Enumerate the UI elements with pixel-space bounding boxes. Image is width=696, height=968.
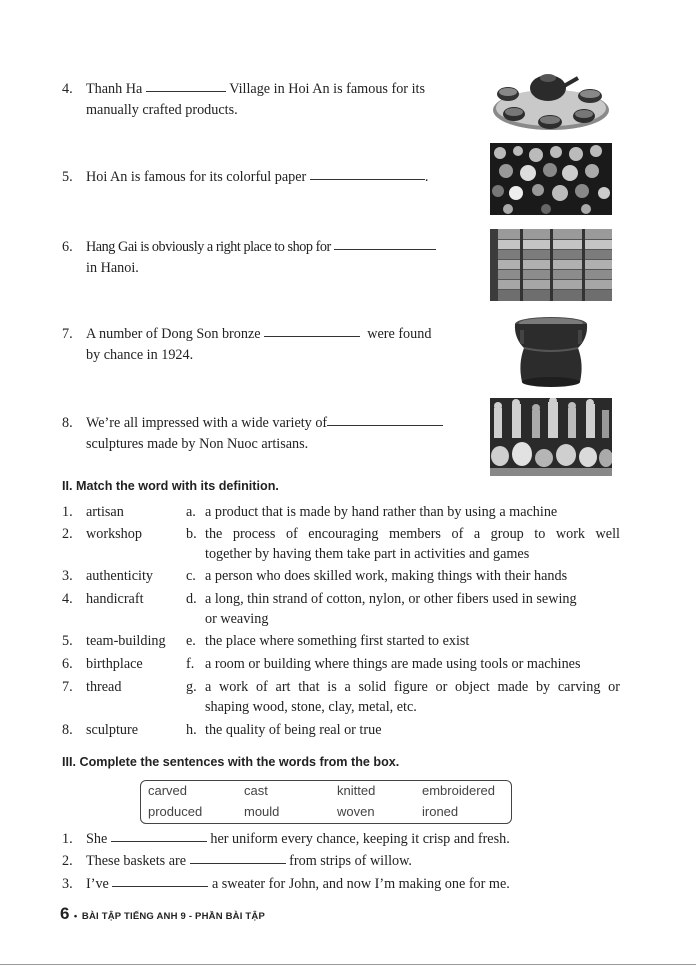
answer-blank[interactable] bbox=[146, 90, 226, 92]
box-word: carved bbox=[148, 783, 188, 798]
answer-blank[interactable] bbox=[264, 335, 360, 337]
section-2-heading: II. Match the word with its definition. bbox=[62, 479, 279, 493]
stone-sculptures-photo bbox=[490, 398, 612, 476]
footer-bullet: • bbox=[73, 911, 78, 922]
question-6: 6. Hang Gai is obviously a right place to shop for in Hanoi. bbox=[62, 237, 436, 279]
box-word: knitted bbox=[337, 783, 376, 798]
box-word: woven bbox=[337, 804, 375, 819]
footer-title: BÀI TẬP TIẾNG ANH 9 - PHẦN BÀI TẬP bbox=[81, 911, 265, 922]
box-word: ironed bbox=[422, 804, 459, 819]
tea-set-icon bbox=[490, 66, 612, 134]
question-7: 7. A number of Dong Son bronze were found by chance in 1924. bbox=[62, 326, 432, 363]
answer-blank[interactable] bbox=[190, 862, 286, 864]
answer-blank[interactable] bbox=[111, 840, 207, 842]
silk-rolls-photo bbox=[490, 229, 612, 301]
box-word: produced bbox=[148, 804, 203, 819]
page-number: 6 bbox=[60, 904, 70, 923]
word-box bbox=[140, 780, 512, 824]
sentence-3: 3. I’ve a sweater for John, and now I’m making one for me. bbox=[62, 876, 510, 892]
question-number: 4. bbox=[62, 81, 73, 97]
answer-blank[interactable] bbox=[112, 885, 208, 887]
answer-blank[interactable] bbox=[310, 178, 425, 180]
bottom-divider bbox=[0, 964, 696, 965]
bronze-drum-icon bbox=[512, 316, 590, 388]
sentence-1: 1. She her uniform every chance, keeping it crisp and fresh. bbox=[62, 831, 510, 847]
box-word: embroidered bbox=[422, 783, 495, 798]
question-4: 4. Thanh Ha Village in Hoi An is famous for its manually crafted products. bbox=[62, 81, 425, 118]
question-5: 5. Hoi An is famous for its colorful paper . bbox=[62, 169, 429, 185]
page-footer bbox=[60, 904, 265, 924]
sentence-2: 2. These baskets are from strips of willow. bbox=[62, 853, 412, 869]
box-word: mould bbox=[244, 804, 280, 819]
question-8: 8. We’re all impressed with a wide variety of sculptures made by Non Nuoc artisans. bbox=[62, 413, 443, 455]
section-3-heading: III. Complete the sentences with the words from the box. bbox=[62, 755, 400, 769]
lanterns-photo bbox=[490, 143, 612, 215]
box-word: cast bbox=[244, 783, 268, 798]
answer-blank[interactable] bbox=[327, 424, 443, 426]
answer-blank[interactable] bbox=[334, 248, 436, 250]
